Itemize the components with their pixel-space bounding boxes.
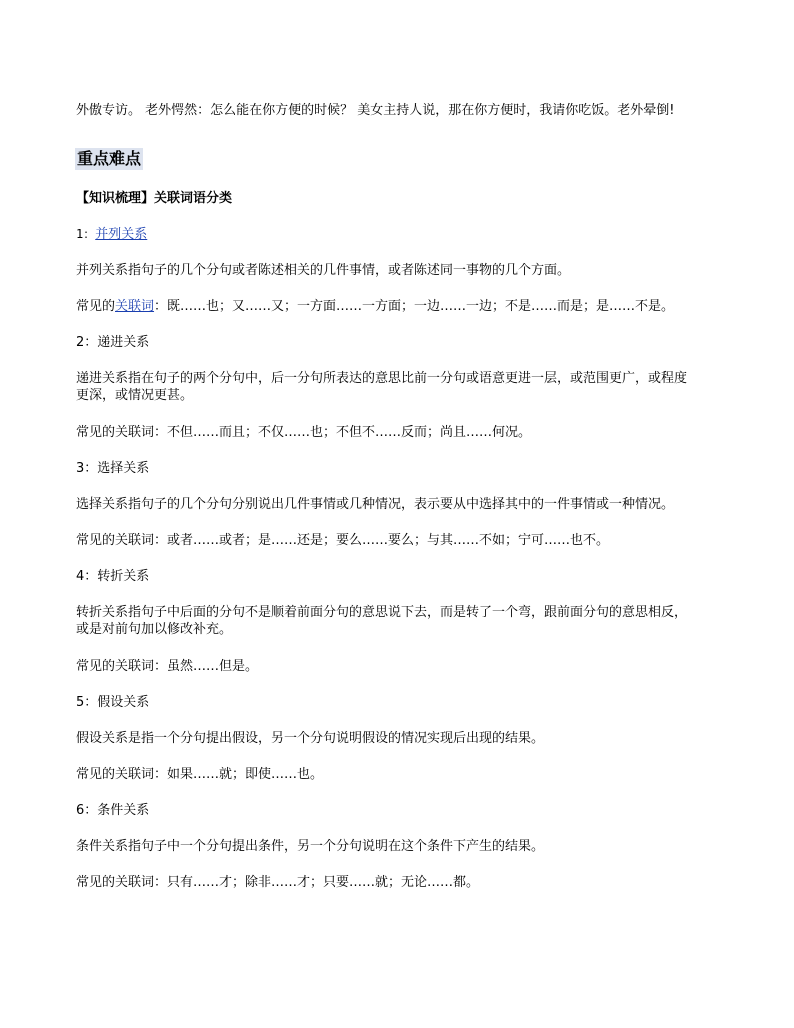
section-1-words-rest: ：既……也；又……又；一方面……一方面；一边……一边；不是……而是；是……不是。: [154, 299, 675, 314]
section-1-words: [76, 298, 726, 315]
section-2-desc-line-1: 递进关系指在句子的两个分句中，后一分句所表达的意思比前一分句或语意更进一层，或范围更广，或程度: [76, 371, 688, 386]
section-4-words: 常见的关联词：虽然……但是。: [76, 659, 259, 674]
section-heading: 重点难点: [77, 149, 142, 168]
intro-line: 外傲专访。 老外愕然：怎么能在你方便的时候？ 美女主持人说，那在你方便时，我请你吃饭。老外晕倒!: [76, 103, 675, 118]
section-1-desc: 并列关系指句子的几个分句或者陈述相关的几件事情，或者陈述同一事物的几个方面。: [76, 263, 571, 278]
section-1-number: 1：: [76, 227, 96, 241]
connective-words-link[interactable]: 关联词: [115, 299, 155, 314]
section-5-heading: 5：假设关系: [76, 695, 150, 710]
section-2-heading: 2：递进关系: [76, 335, 150, 350]
section-1-heading: [76, 226, 726, 243]
section-5-words: 常见的关联词：如果……就；即使……也。: [76, 767, 324, 782]
subheading: 【知识梳理】关联词语分类: [76, 191, 233, 206]
section-6-desc: 条件关系指句子中一个分句提出条件，另一个分句说明在这个条件下产生的结果。: [76, 839, 545, 854]
section-3-heading: 3：选择关系: [76, 461, 150, 476]
section-6-words: 常见的关联词：只有……才；除非……才；只要……就；无论……都。: [76, 875, 480, 890]
section-4-desc-line-1: 转折关系指句子中后面的分句不是顺着前面分句的意思说下去，而是转了一个弯，跟前面分句的意思相反，: [76, 605, 688, 620]
section-2-words: 常见的关联词：不但……而且；不仅……也；不但不……反而；尚且……何况。: [76, 425, 532, 440]
section-4-desc-line-2: 或是对前句加以修改补充。: [76, 622, 233, 637]
section-4-heading: 4：转折关系: [76, 569, 150, 584]
section-1-words-prefix: 常见的: [76, 299, 116, 314]
section-3-desc: 选择关系指句子的几个分句分别说出几件事情或几种情况，表示要从中选择其中的一件事情或一种情况。: [76, 497, 675, 512]
section-3-words: 常见的关联词：或者……或者；是……还是；要么……要么；与其……不如；宁可……也不。: [76, 533, 610, 548]
section-5-desc: 假设关系是指一个分句提出假设，另一个分句说明假设的情况实现后出现的结果。: [76, 731, 545, 746]
section-6-heading: 6：条件关系: [76, 803, 150, 818]
section-1-title-link[interactable]: 并列关系: [95, 227, 148, 242]
section-2-desc-line-2: 更深，或情况更甚。: [76, 388, 194, 403]
